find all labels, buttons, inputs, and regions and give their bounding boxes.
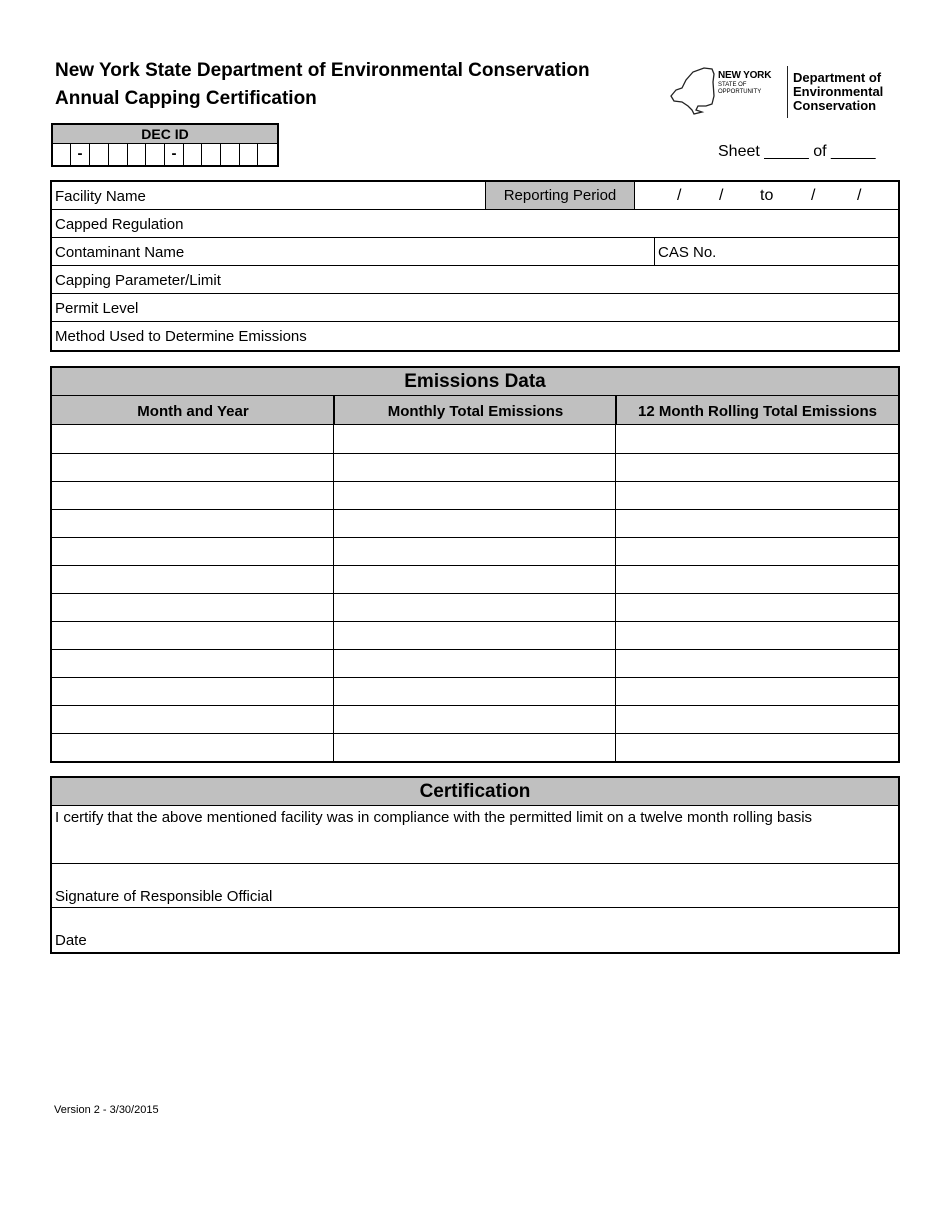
emissions-data-table bbox=[50, 366, 900, 763]
cell-monthly-total[interactable] bbox=[334, 650, 615, 677]
cas-no-label: CAS No. bbox=[654, 238, 716, 265]
cell-month-year[interactable] bbox=[52, 454, 333, 481]
cell-month-year[interactable] bbox=[52, 706, 333, 733]
cell-month-year[interactable] bbox=[52, 650, 333, 677]
sheet-number[interactable]: Sheet _____ of _____ bbox=[718, 143, 876, 160]
dec-id-cell[interactable] bbox=[240, 144, 258, 165]
cell-monthly-total[interactable] bbox=[334, 454, 615, 481]
method-label: Method Used to Determine Emissions bbox=[55, 328, 307, 345]
facility-info-table bbox=[50, 180, 900, 352]
dec-id-cell[interactable] bbox=[202, 144, 221, 165]
reporting-period-to: to bbox=[760, 187, 774, 204]
cell-monthly-total[interactable] bbox=[334, 706, 615, 733]
nys-dec-logo bbox=[668, 64, 896, 120]
cell-monthly-total[interactable] bbox=[334, 734, 615, 761]
cell-monthly-total[interactable] bbox=[334, 678, 615, 705]
dec-id-cell[interactable] bbox=[221, 144, 240, 165]
contaminant-name-row[interactable] bbox=[52, 238, 898, 266]
contaminant-name-label: Contaminant Name bbox=[55, 244, 185, 261]
signature-label: Signature of Responsible Official bbox=[55, 888, 273, 905]
date-slash: / bbox=[811, 187, 816, 204]
cell-monthly-total[interactable] bbox=[334, 566, 615, 593]
logo-department-text: Department of Environmental Conservation bbox=[793, 70, 884, 113]
date-field[interactable] bbox=[52, 907, 898, 952]
agency-title: New York State Department of Environmental Conservation bbox=[55, 60, 590, 81]
dec-id-separator: - bbox=[71, 144, 90, 165]
cell-rolling-total[interactable] bbox=[616, 566, 898, 593]
cell-rolling-total[interactable] bbox=[616, 510, 898, 537]
cell-rolling-total[interactable] bbox=[616, 734, 898, 761]
cell-month-year[interactable] bbox=[52, 538, 333, 565]
dec-id-cell[interactable] bbox=[90, 144, 109, 165]
method-row[interactable] bbox=[52, 322, 898, 350]
dec-id-cell[interactable] bbox=[109, 144, 128, 165]
cell-monthly-total[interactable] bbox=[334, 538, 615, 565]
certification-section bbox=[50, 776, 900, 954]
facility-name-row[interactable] bbox=[52, 182, 898, 210]
certification-statement: I certify that the above mentioned facility was in compliance with the permitted limit on a twelve month rolling basis bbox=[55, 809, 813, 826]
logo-tagline: STATE OF OPPORTUNITY bbox=[718, 82, 762, 95]
cell-monthly-total[interactable] bbox=[334, 622, 615, 649]
cell-monthly-total[interactable] bbox=[334, 426, 615, 453]
date-slash: / bbox=[677, 187, 682, 204]
signature-field[interactable] bbox=[52, 863, 898, 908]
capping-parameter-label: Capping Parameter/Limit bbox=[55, 272, 221, 289]
new-york-state-map-icon bbox=[668, 66, 718, 116]
cell-rolling-total[interactable] bbox=[616, 482, 898, 509]
cell-month-year[interactable] bbox=[52, 622, 333, 649]
dec-id-cell[interactable] bbox=[146, 144, 165, 165]
cell-rolling-total[interactable] bbox=[616, 706, 898, 733]
dec-id-separator: - bbox=[165, 144, 184, 165]
cell-rolling-total[interactable] bbox=[616, 678, 898, 705]
logo-divider bbox=[787, 66, 788, 118]
version-note: Version 2 - 3/30/2015 bbox=[54, 1104, 159, 1116]
emissions-data-title: Emissions Data bbox=[52, 368, 898, 396]
form-title: Annual Capping Certification bbox=[55, 88, 317, 109]
cell-month-year[interactable] bbox=[52, 426, 333, 453]
permit-level-row[interactable] bbox=[52, 294, 898, 322]
cell-month-year[interactable] bbox=[52, 594, 333, 621]
cell-monthly-total[interactable] bbox=[334, 482, 615, 509]
dec-id-cell[interactable] bbox=[128, 144, 146, 165]
cell-month-year[interactable] bbox=[52, 510, 333, 537]
date-label: Date bbox=[55, 932, 87, 949]
dec-id-cell[interactable] bbox=[184, 144, 202, 165]
cell-month-year[interactable] bbox=[52, 482, 333, 509]
cell-rolling-total[interactable] bbox=[616, 622, 898, 649]
certification-title: Certification bbox=[52, 778, 898, 806]
permit-level-label: Permit Level bbox=[55, 300, 139, 317]
logo-new-york-text: NEW YORK bbox=[718, 70, 772, 81]
cell-rolling-total[interactable] bbox=[616, 454, 898, 481]
dec-id-cell[interactable] bbox=[258, 144, 277, 165]
reporting-period-label: Reporting Period bbox=[485, 182, 635, 209]
cell-month-year[interactable] bbox=[52, 678, 333, 705]
cell-rolling-total[interactable] bbox=[616, 650, 898, 677]
cell-monthly-total[interactable] bbox=[334, 594, 615, 621]
cell-monthly-total[interactable] bbox=[334, 510, 615, 537]
capped-regulation-label: Capped Regulation bbox=[55, 216, 184, 233]
cell-rolling-total[interactable] bbox=[616, 594, 898, 621]
cell-rolling-total[interactable] bbox=[616, 538, 898, 565]
capped-regulation-row[interactable] bbox=[52, 210, 898, 238]
dec-id-label: DEC ID bbox=[53, 125, 277, 144]
col-header-month-year: Month and Year bbox=[52, 396, 334, 425]
facility-name-label: Facility Name bbox=[55, 188, 146, 205]
col-header-rolling-total: 12 Month Rolling Total Emissions bbox=[616, 396, 898, 425]
dec-id-cell[interactable] bbox=[53, 144, 71, 165]
date-slash: / bbox=[857, 187, 862, 204]
cell-rolling-total[interactable] bbox=[616, 426, 898, 453]
cell-month-year[interactable] bbox=[52, 566, 333, 593]
col-header-monthly-total: Monthly Total Emissions bbox=[334, 396, 616, 425]
date-slash: / bbox=[719, 187, 724, 204]
dec-id-box bbox=[51, 123, 279, 167]
capping-parameter-row[interactable] bbox=[52, 266, 898, 294]
cell-month-year[interactable] bbox=[52, 734, 333, 761]
